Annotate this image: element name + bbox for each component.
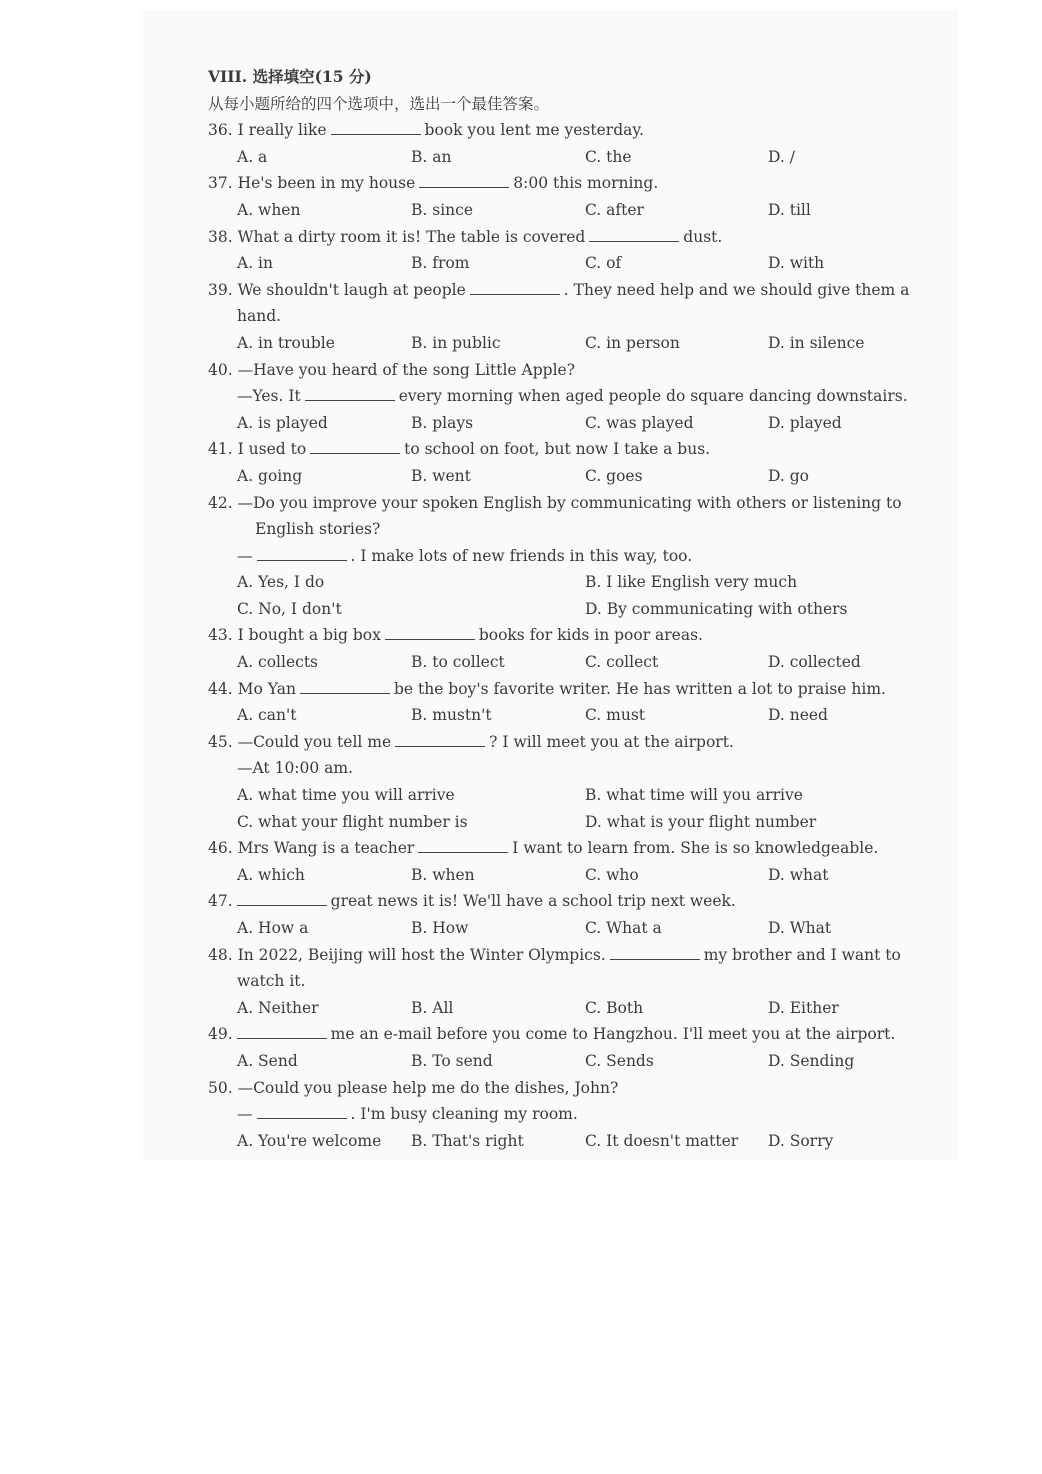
answer-option[interactable]: A. in trouble xyxy=(237,333,335,352)
stem-text-pre: 44. Mo Yan xyxy=(208,679,296,698)
answer-option[interactable]: C. It doesn't matter xyxy=(585,1131,739,1150)
answer-blank[interactable] xyxy=(310,439,400,454)
question-stem xyxy=(208,1021,938,1048)
stem-text-post: 8:00 this morning. xyxy=(513,174,659,193)
stem-continuation: watch it. xyxy=(237,972,306,991)
answer-option[interactable]: C. What a xyxy=(585,919,662,937)
answer-option[interactable]: C. the xyxy=(585,147,632,166)
answer-blank[interactable] xyxy=(305,386,395,401)
question-stem xyxy=(208,835,938,862)
answer-option[interactable]: B. went xyxy=(411,466,471,485)
dialogue-pre: — xyxy=(237,1105,253,1124)
answer-option[interactable]: D. Either xyxy=(768,998,839,1017)
answer-blank[interactable] xyxy=(331,120,421,135)
dialogue-pre: —Yes. It xyxy=(237,387,301,406)
answer-option[interactable]: D. till xyxy=(768,200,811,219)
question-item xyxy=(208,676,938,729)
answer-option[interactable]: A. Send xyxy=(237,1051,298,1070)
options-row xyxy=(208,649,938,676)
stem-text-pre: 38. What a dirty room it is! The table is covered xyxy=(208,227,586,246)
answer-option[interactable]: B. when xyxy=(411,865,475,884)
question-stem xyxy=(208,357,938,384)
stem-text-post: book you lent me yesterday. xyxy=(424,121,644,140)
answer-option[interactable]: A. when xyxy=(237,200,301,219)
answer-option[interactable]: A. which xyxy=(237,865,305,884)
answer-option[interactable]: A. a xyxy=(237,147,268,166)
stem-continuation: English stories? xyxy=(255,520,381,539)
options-row xyxy=(208,862,938,889)
answer-option[interactable]: D. collected xyxy=(768,653,861,672)
answer-option[interactable]: B. an xyxy=(411,147,452,166)
answer-option[interactable]: A. is played xyxy=(237,413,328,432)
answer-option[interactable]: C. must xyxy=(585,706,646,725)
stem-continuation: hand. xyxy=(237,307,282,326)
answer-option[interactable]: D. Sending xyxy=(768,1051,855,1070)
question-item xyxy=(208,1021,938,1074)
question-item xyxy=(208,942,938,1022)
stem-text-pre: 48. In 2022, Beijing will host the Winter Olympics. xyxy=(208,945,606,964)
stem-text-post: books for kids in poor areas. xyxy=(478,626,703,645)
answer-option[interactable]: B. All xyxy=(411,998,454,1017)
stem-text-pre: 45. —Could you tell me xyxy=(208,732,392,751)
answer-option[interactable]: D. / xyxy=(768,147,795,166)
answer-option[interactable]: C. Sends xyxy=(585,1051,654,1070)
answer-blank[interactable] xyxy=(589,227,679,242)
dialogue-post: every morning when aged people do square dancing downstairs. xyxy=(398,387,908,406)
answer-blank[interactable] xyxy=(385,625,475,640)
answer-option[interactable]: B. in public xyxy=(411,333,501,352)
answer-blank[interactable] xyxy=(237,891,327,906)
answer-option[interactable]: A. going xyxy=(237,466,303,485)
answer-option[interactable]: B. mustn't xyxy=(411,706,492,725)
answer-option[interactable]: C. goes xyxy=(585,466,643,485)
stem-text-pre: 39. We shouldn't laugh at people xyxy=(208,280,466,299)
answer-option[interactable]: D. By communicating with others xyxy=(585,599,848,618)
options-row xyxy=(208,569,938,596)
question-item xyxy=(208,277,938,357)
answer-blank[interactable] xyxy=(418,838,508,853)
answer-blank[interactable] xyxy=(395,732,485,747)
stem-text-post: my brother and I want to xyxy=(703,945,901,964)
question-stem xyxy=(208,942,938,969)
answer-option[interactable]: A. what time you will arrive xyxy=(237,786,455,805)
options-row xyxy=(208,1128,938,1155)
answer-option[interactable]: A. can't xyxy=(237,706,297,725)
answer-option[interactable]: B. since xyxy=(411,200,473,219)
answer-option[interactable]: A. in xyxy=(237,254,273,273)
answer-option[interactable]: D. with xyxy=(768,254,825,273)
question-stem xyxy=(208,888,938,915)
dialogue-post: . I'm busy cleaning my room. xyxy=(350,1105,578,1124)
answer-option[interactable]: C. No, I don't xyxy=(237,599,342,618)
answer-option[interactable]: B. what time will you arrive xyxy=(585,786,803,805)
question-item xyxy=(208,729,938,835)
answer-blank[interactable] xyxy=(610,945,700,960)
answer-option[interactable]: B. from xyxy=(411,254,470,273)
stem-text-post: I want to learn from. She is so knowledgeable. xyxy=(512,839,879,858)
answer-option[interactable]: D. need xyxy=(768,706,828,725)
answer-option[interactable]: A. collects xyxy=(237,653,319,672)
stem-text-pre: 37. He's been in my house xyxy=(208,174,416,193)
question-item xyxy=(208,170,938,223)
options-row xyxy=(208,995,938,1022)
options-row xyxy=(208,197,938,224)
options-row xyxy=(208,144,938,171)
answer-option[interactable]: A. Yes, I do xyxy=(237,573,325,592)
section-instruction: 从每小题所给的四个选项中，选出一个最佳答案。 xyxy=(208,94,550,113)
stem-text-pre: 43. I bought a big box xyxy=(208,626,381,645)
options-row xyxy=(208,410,938,437)
question-stem xyxy=(208,117,938,144)
options-row xyxy=(208,809,938,836)
answer-blank[interactable] xyxy=(419,173,509,188)
stem-text-pre: 40. —Have you heard of the song Little Apple? xyxy=(208,360,576,379)
options-row xyxy=(208,596,938,623)
question-stem xyxy=(208,622,938,649)
answer-blank[interactable] xyxy=(257,1104,347,1119)
dialogue-line xyxy=(208,383,938,410)
options-row xyxy=(208,702,938,729)
section-title: VIII. 选择填空(15 分) xyxy=(208,67,372,86)
answer-option[interactable]: A. You're welcome xyxy=(237,1131,382,1150)
question-stem xyxy=(208,170,938,197)
answer-option[interactable]: B. to collect xyxy=(411,653,505,672)
question-stem xyxy=(208,436,938,463)
question-item xyxy=(208,224,938,277)
options-row xyxy=(208,250,938,277)
options-row xyxy=(208,915,938,942)
answer-option[interactable]: B. To send xyxy=(411,1051,493,1070)
exam-content xyxy=(208,64,938,1154)
stem-text-post: to school on foot, but now I take a bus. xyxy=(404,440,711,459)
options-row xyxy=(208,463,938,490)
question-item xyxy=(208,622,938,675)
answer-option[interactable]: C. Both xyxy=(585,998,644,1017)
dialogue-line: —At 10:00 am. xyxy=(237,759,354,778)
answer-option[interactable]: C. who xyxy=(585,865,639,884)
stem-text-pre: 41. I used to xyxy=(208,440,307,459)
answer-option[interactable]: D. what is your flight number xyxy=(585,812,817,831)
stem-text-pre: 49. xyxy=(208,1025,233,1044)
stem-text-post: great news it is! We'll have a school trip next week. xyxy=(330,892,736,911)
question-item xyxy=(208,1075,938,1155)
question-item xyxy=(208,835,938,888)
question-item xyxy=(208,357,938,437)
answer-option[interactable]: D. played xyxy=(768,413,842,432)
question-stem xyxy=(208,490,938,517)
question-stem xyxy=(208,277,938,304)
question-stem xyxy=(208,676,938,703)
answer-blank[interactable] xyxy=(470,280,560,295)
answer-option[interactable]: D. what xyxy=(768,865,829,884)
stem-text-pre: 42. —Do you improve your spoken English by communicating with others or listening to xyxy=(208,493,902,512)
answer-option[interactable]: A. How a xyxy=(237,919,309,937)
options-row xyxy=(208,782,938,809)
stem-text-pre: 50. —Could you please help me do the dishes, John? xyxy=(208,1078,619,1097)
answer-blank[interactable] xyxy=(300,679,390,694)
answer-option[interactable]: C. in person xyxy=(585,333,680,352)
stem-text-post: ? I will meet you at the airport. xyxy=(489,732,734,751)
question-item xyxy=(208,436,938,489)
dialogue-line xyxy=(208,543,938,570)
answer-option[interactable]: B. I like English very much xyxy=(585,573,798,592)
dialogue-pre: — xyxy=(237,546,253,565)
answer-option[interactable]: D. go xyxy=(768,466,809,485)
question-stem xyxy=(208,1075,938,1102)
dialogue-line xyxy=(208,1101,938,1128)
answer-option[interactable]: D. Sorry xyxy=(768,1131,834,1150)
answer-option[interactable]: D. in silence xyxy=(768,333,865,352)
question-list xyxy=(208,117,938,1154)
answer-option[interactable]: B. That's right xyxy=(411,1131,524,1150)
stem-text-post: me an e-mail before you come to Hangzhou. I'll meet you at the airport. xyxy=(330,1025,896,1044)
answer-blank[interactable] xyxy=(257,546,347,561)
options-row xyxy=(208,330,938,357)
stem-text-pre: 47. xyxy=(208,892,233,911)
answer-option[interactable]: A. Neither xyxy=(237,998,319,1017)
question-item xyxy=(208,490,938,623)
question-stem xyxy=(208,729,938,756)
answer-blank[interactable] xyxy=(237,1024,327,1039)
answer-option[interactable]: C. was played xyxy=(585,413,694,432)
answer-option[interactable]: C. what your flight number is xyxy=(237,812,468,831)
stem-text-pre: 36. I really like xyxy=(208,121,327,140)
answer-option[interactable]: D. What xyxy=(768,919,832,937)
question-item xyxy=(208,888,938,941)
question-item xyxy=(208,117,938,170)
answer-option[interactable]: C. after xyxy=(585,200,644,219)
answer-option[interactable]: C. of xyxy=(585,254,622,273)
stem-text-pre: 46. Mrs Wang is a teacher xyxy=(208,839,415,858)
answer-option[interactable]: C. collect xyxy=(585,653,659,672)
stem-text-post: be the boy's favorite writer. He has written a lot to praise him. xyxy=(393,679,886,698)
options-row xyxy=(208,1048,938,1075)
stem-text-post: dust. xyxy=(683,227,723,246)
answer-option[interactable]: B. How xyxy=(411,919,469,937)
answer-option[interactable]: B. plays xyxy=(411,413,474,432)
question-stem xyxy=(208,224,938,251)
dialogue-post: . I make lots of new friends in this way, too. xyxy=(350,546,693,565)
stem-text-post: . They need help and we should give them a xyxy=(563,280,910,299)
